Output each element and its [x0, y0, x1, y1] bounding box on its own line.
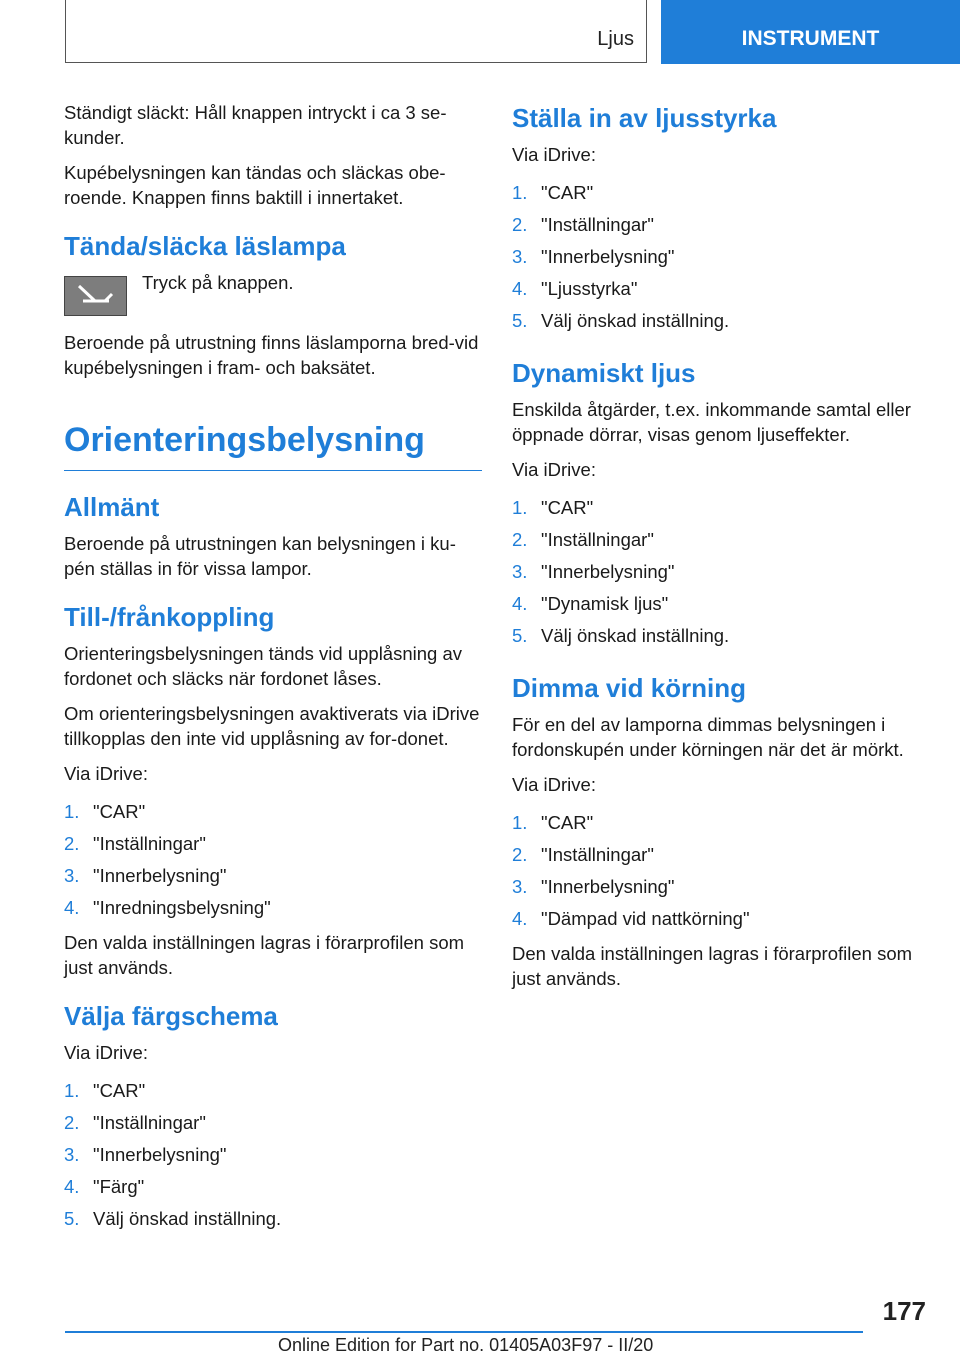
heading-color: Välja färgschema — [64, 1001, 278, 1031]
step-text: "CAR" — [541, 497, 594, 518]
via-idrive-label: Via iDrive: — [512, 144, 596, 165]
list-item — [512, 588, 930, 620]
step-number: 1. — [64, 801, 80, 822]
list-item — [512, 807, 930, 839]
heading-general: Allmänt — [64, 492, 160, 522]
steps-list — [512, 807, 930, 935]
step-text: "CAR" — [93, 1080, 146, 1101]
step-number: 4. — [512, 908, 528, 929]
step-number: 5. — [512, 310, 528, 331]
step-text: Välj önskad inställning. — [93, 1208, 282, 1229]
step-number: 1. — [512, 497, 528, 518]
right-column — [512, 100, 930, 1001]
list-item — [64, 860, 482, 892]
list-item — [64, 1203, 482, 1235]
header-section-title: Ljus — [597, 28, 634, 50]
step-number: 3. — [64, 1144, 80, 1165]
list-item — [512, 556, 930, 588]
step-text: "Färg" — [93, 1176, 145, 1197]
step-number: 2. — [512, 214, 528, 235]
paragraph: Ständigt släckt: Håll knappen intryckt i ca 3 se-kunder. — [64, 102, 447, 148]
paragraph: Enskilda åtgärder, t.ex. inkommande samtal eller öppnade dörrar, visas genom ljuseffekter. — [512, 399, 911, 445]
via-idrive-label: Via iDrive: — [64, 1042, 148, 1063]
list-item — [64, 1171, 482, 1203]
steps-list — [512, 492, 930, 652]
paragraph: Orienteringsbelysningen tänds vid upplåsning av fordonet och släcks när fordonet låses. — [64, 643, 463, 689]
step-number: 2. — [64, 1112, 80, 1133]
list-item — [512, 273, 930, 305]
list-item — [512, 305, 930, 337]
paragraph: Beroende på utrustningen kan belysningen i ku-pén ställas in för vissa lampor. — [64, 533, 456, 579]
step-text: "Inställningar" — [93, 1112, 206, 1133]
via-idrive-label: Via iDrive: — [512, 774, 596, 795]
step-number: 4. — [64, 1176, 80, 1197]
list-item — [64, 892, 482, 924]
list-item — [512, 177, 930, 209]
step-number: 1. — [512, 812, 528, 833]
chapter-tab[interactable]: INSTRUMENT — [661, 0, 960, 64]
paragraph: Den valda inställningen lagras i förarprofilen som just används. — [64, 932, 465, 978]
step-number: 3. — [512, 561, 528, 582]
heading-dim: Dimma vid körning — [512, 673, 747, 703]
step-number: 2. — [64, 833, 80, 854]
step-number: 5. — [64, 1208, 80, 1229]
step-text: "Inställningar" — [541, 214, 654, 235]
list-item — [512, 524, 930, 556]
step-number: 5. — [512, 625, 528, 646]
step-number: 2. — [512, 844, 528, 865]
list-item — [64, 1075, 482, 1107]
list-item — [64, 828, 482, 860]
reading-lamp-instruction — [64, 270, 482, 316]
paragraph: Beroende på utrustning finns läslamporna bred-vid kupébelysningen i fram- och baksätet. — [64, 332, 479, 378]
step-text: "Dynamisk ljus" — [541, 593, 669, 614]
heading-toggle: Till-/frånkoppling — [64, 602, 275, 632]
paragraph: Om orienteringsbelysningen avaktiverats via iDrive tillkopplas den inte vid upplåsning av for-donet. — [64, 703, 480, 749]
list-item — [512, 492, 930, 524]
list-item — [512, 871, 930, 903]
paragraph: Kupébelysningen kan tändas och släckas obe-roende. Knappen finns baktill i innertaket. — [64, 162, 446, 208]
reading-lamp-icon — [64, 276, 127, 316]
step-text: "Dämpad vid nattkörning" — [541, 908, 750, 929]
step-number: 1. — [512, 182, 528, 203]
list-item — [512, 241, 930, 273]
header-frame — [65, 0, 647, 63]
via-idrive-label: Via iDrive: — [512, 459, 596, 480]
step-number: 4. — [64, 897, 80, 918]
step-number: 3. — [512, 876, 528, 897]
paragraph: För en del av lamporna dimmas belysningen i fordonskupén under körningen när det är mörkt. — [512, 714, 904, 760]
page-number: 177 — [882, 1296, 926, 1326]
list-item — [64, 1107, 482, 1139]
step-text: "Innerbelysning" — [541, 561, 675, 582]
heading-brightness: Ställa in av ljusstyrka — [512, 103, 777, 133]
step-text: "Innerbelysning" — [93, 1144, 227, 1165]
step-text: Välj önskad inställning. — [541, 625, 730, 646]
step-number: 4. — [512, 593, 528, 614]
step-text: "Innerbelysning" — [541, 876, 675, 897]
footer-divider — [65, 1331, 863, 1333]
heading-orientation: Orienteringsbelysning — [64, 420, 482, 471]
via-idrive-label: Via iDrive: — [64, 763, 148, 784]
step-text: Välj önskad inställning. — [541, 310, 730, 331]
heading-dynamic: Dynamiskt ljus — [512, 358, 696, 388]
reading-lamp-icon-text: Tryck på knappen. — [142, 272, 294, 293]
step-text: "CAR" — [93, 801, 146, 822]
list-item — [512, 209, 930, 241]
list-item — [512, 903, 930, 935]
paragraph: Den valda inställningen lagras i förarprofilen som just används. — [512, 943, 913, 989]
step-text: "Inställningar" — [541, 529, 654, 550]
step-text: "CAR" — [541, 812, 594, 833]
step-text: "Innerbelysning" — [93, 865, 227, 886]
footer-edition: Online Edition for Part no. 01405A03F97 - II/20 — [278, 1335, 654, 1355]
steps-list — [512, 177, 930, 337]
step-number: 2. — [512, 529, 528, 550]
left-column — [64, 100, 482, 1241]
list-item — [64, 1139, 482, 1171]
step-text: "Inredningsbelysning" — [93, 897, 271, 918]
steps-list — [64, 1075, 482, 1235]
step-text: "Innerbelysning" — [541, 246, 675, 267]
list-item — [512, 839, 930, 871]
step-text: "Inställningar" — [93, 833, 206, 854]
step-number: 4. — [512, 278, 528, 299]
step-number: 1. — [64, 1080, 80, 1101]
step-text: "CAR" — [541, 182, 594, 203]
step-text: "Ljusstyrka" — [541, 278, 638, 299]
step-number: 3. — [64, 865, 80, 886]
list-item — [512, 620, 930, 652]
steps-list — [64, 796, 482, 924]
step-number: 3. — [512, 246, 528, 267]
heading-reading-lamp: Tända/släcka läslampa — [64, 231, 346, 261]
step-text: "Inställningar" — [541, 844, 654, 865]
list-item — [64, 796, 482, 828]
